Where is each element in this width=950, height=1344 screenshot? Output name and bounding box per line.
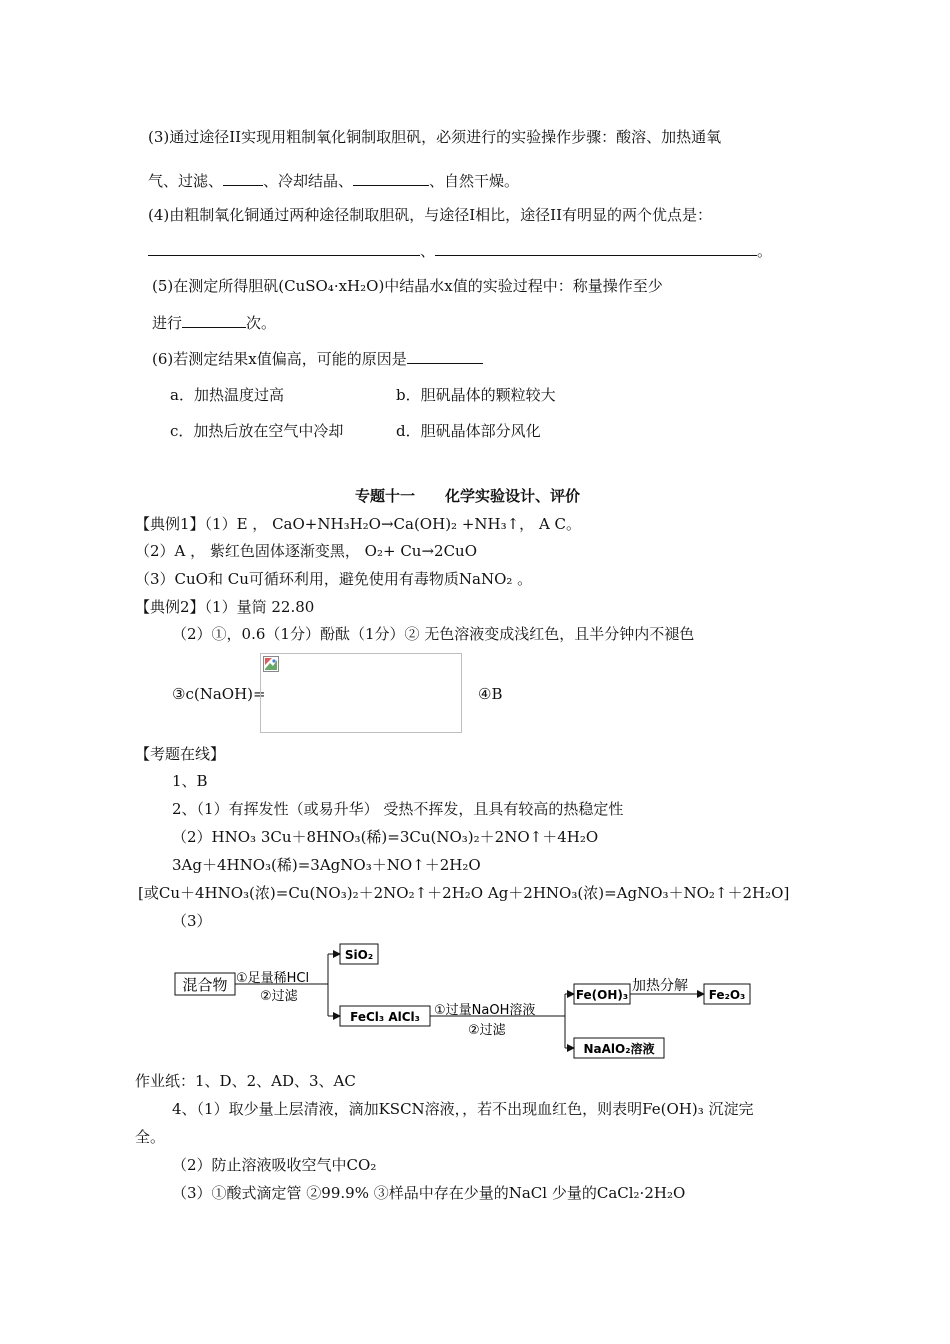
q6-text: (6)若测定结果x值偏高，可能的原因是 xyxy=(152,350,407,368)
step1-filter: ②过滤 xyxy=(260,989,298,1004)
exam-q2-line3: 3Ag＋4HNO₃(稀)=3AgNO₃＋NO↑＋2H₂O xyxy=(172,856,481,874)
example1-line2: （2）A ， 紫红色固体逐渐变黑， O₂+ Cu→2CuO xyxy=(135,542,478,560)
answer-blank[interactable] xyxy=(435,241,757,256)
example2-line2: （2）①，0.6（1分）酚酞（1分）② 无色溶液变成浅红色，且半分钟内不褪色 xyxy=(172,625,695,643)
exam-q2-line2: （2）HNO₃ 3Cu＋8HNO₃(稀)=3Cu(NO₃)₂＋2NO↑＋4H₂O xyxy=(172,828,599,846)
answer-blank[interactable] xyxy=(353,171,429,186)
q3-text-a: 气、过滤、 xyxy=(148,172,224,190)
answer-blank[interactable] xyxy=(182,313,246,328)
broken-image-icon xyxy=(263,656,279,672)
q4-end: 。 xyxy=(757,242,773,260)
missing-formula-image xyxy=(260,653,462,733)
q4-answer-line1: 4、（1）取少量上层清液，滴加KSCN溶液，，若不出现血红色，则表明Fe(OH)₃ 沉淀完 xyxy=(172,1100,754,1118)
step2-reagent: ①过量NaOH溶液 xyxy=(434,1003,536,1018)
q4-sep: 、 xyxy=(420,242,436,260)
option-a: a．加热温度过高 xyxy=(170,386,284,404)
example2-formula-label: ③c(NaOH)= xyxy=(172,685,266,703)
fe2o3-label: Fe₂O₃ xyxy=(708,988,746,1002)
heat-label: 加热分解 xyxy=(632,978,688,994)
q5-text-b: 次。 xyxy=(246,314,277,332)
example1-line1: 【典例1】（1）E ， CaO+NH₃H₂O→Ca(OH)₂ +NH₃↑， A C。 xyxy=(135,515,582,533)
naalo2-label: NaAlO₂溶液 xyxy=(583,1042,655,1056)
feoh3-label: Fe(OH)₃ xyxy=(575,988,629,1002)
answer-blank[interactable] xyxy=(223,171,263,186)
q3-line1: (3)通过途径II实现用粗制氧化铜制取胆矾，必须进行的实验操作步骤：酸溶、加热通氧 xyxy=(148,128,722,146)
exam-q2-line4: [或Cu＋4HNO₃(浓)=Cu(NO₃)₂＋2NO₂↑＋2H₂O Ag＋2HNO₃(浓)=AgNO₃＋NO₂↑＋2H₂O] xyxy=(138,884,790,902)
q3-line2 xyxy=(148,171,519,191)
exam-q1: 1、B xyxy=(172,772,208,790)
exam-q2-line1: 2、（1）有挥发性（或易升华） 受热不挥发，且具有较高的热稳定性 xyxy=(172,800,624,818)
chlorides-label: FeCl₃ AlCl₃ xyxy=(350,1010,420,1024)
exam-online-title: 【考题在线】 xyxy=(135,745,226,763)
q4-answer-line3: （2）防止溶液吸收空气中CO₂ xyxy=(172,1156,377,1174)
q4-line1: (4)由粗制氧化铜通过两种途径制取胆矾，与途径I相比，途径II有明显的两个优点是： xyxy=(148,206,713,224)
option-c: c．加热后放在空气中冷却 xyxy=(170,422,344,440)
exam-q2-line5: （3） xyxy=(172,912,212,930)
example1-line3: （3）CuO和 Cu可循环利用，避免使用有毒物质NaNO₂ 。 xyxy=(135,570,533,588)
q4-line2 xyxy=(148,241,772,261)
q4-answer-line2: 全。 xyxy=(135,1128,166,1146)
q3-text-b: 、冷却结晶、 xyxy=(263,172,354,190)
q3-text-c: 、自然干燥。 xyxy=(429,172,520,190)
q5-line2 xyxy=(152,313,276,333)
section-title: 专题十一 化学实验设计、评价 xyxy=(355,487,581,505)
sio2-label: SiO₂ xyxy=(344,948,374,962)
mixture-label: 混合物 xyxy=(182,976,228,994)
example2-answer-b: ④B xyxy=(478,685,503,703)
option-b: b．胆矾晶体的颗粒较大 xyxy=(396,386,556,404)
q5-text-a: 进行 xyxy=(152,314,183,332)
q5-line1: (5)在测定所得胆矾(CuSO₄·xH₂O)中结晶水x值的实验过程中：称量操作至少 xyxy=(152,277,663,295)
homework-line: 作业纸：1、D、2、AD、3、AC xyxy=(135,1072,356,1090)
step2-filter: ②过滤 xyxy=(468,1023,506,1038)
option-d: d．胆矾晶体部分风化 xyxy=(396,422,541,440)
q4-answer-line4: （3）①酸式滴定管 ②99.9% ③样品中存在少量的NaCl 少量的CaCl₂·2H₂O xyxy=(172,1184,686,1202)
separation-flow-diagram xyxy=(170,938,780,1068)
answer-blank[interactable] xyxy=(148,241,420,256)
example2-line1: 【典例2】（1）量筒 22.80 xyxy=(135,598,315,616)
answer-blank[interactable] xyxy=(407,349,483,364)
q6-line1 xyxy=(152,349,483,369)
step1-reagent: ①足量稀HCl xyxy=(236,971,310,986)
